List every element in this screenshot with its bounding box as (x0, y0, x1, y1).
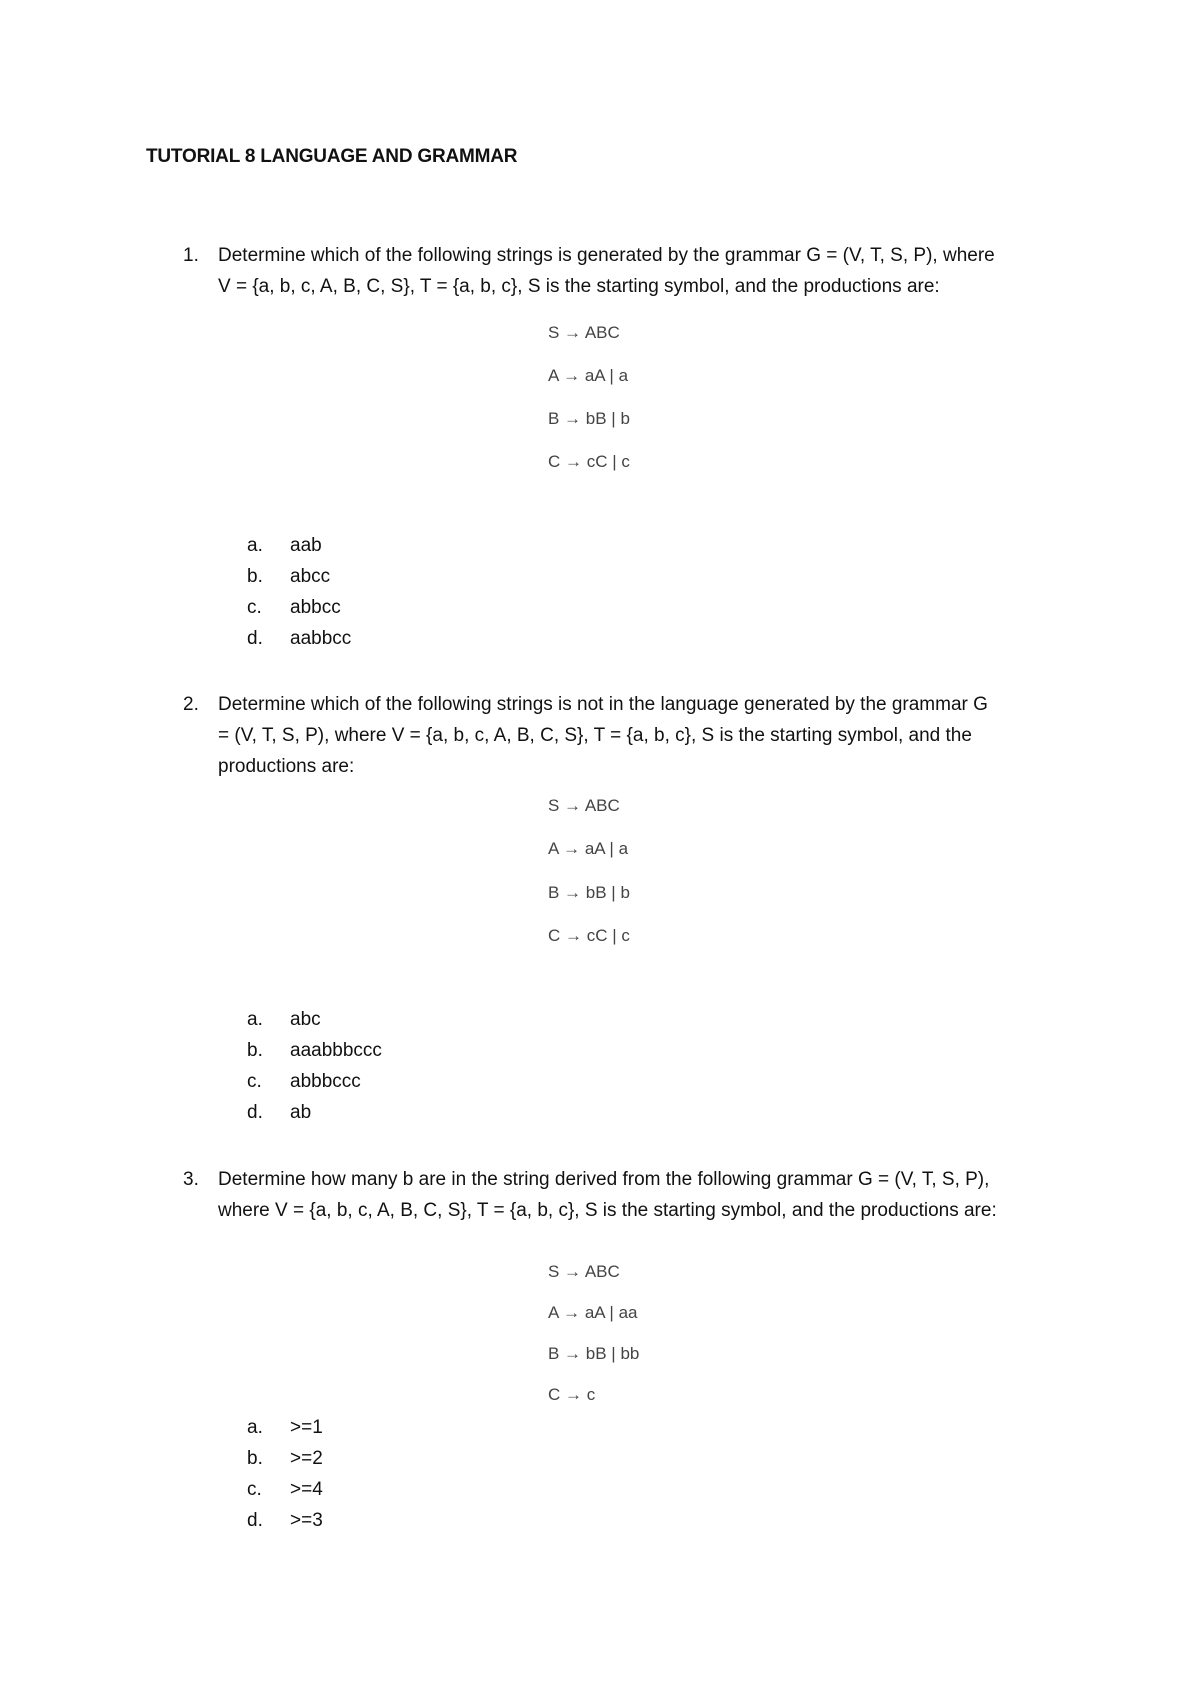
option-text: aaabbbccc (290, 1040, 382, 1061)
option-letter: c. (247, 1071, 262, 1092)
option-letter: b. (247, 1448, 263, 1469)
production-rule: B → bB | b (548, 883, 630, 902)
production-rule: A → aA | a (548, 839, 629, 858)
question-number: 3. (183, 1169, 199, 1190)
option-letter: a. (247, 1009, 263, 1030)
option-text: >=3 (290, 1510, 323, 1531)
option-text: abbcc (290, 597, 341, 618)
question-number: 1. (183, 245, 199, 266)
option-text: abcc (290, 566, 331, 587)
production-rule: B → bB | bb (548, 1344, 640, 1363)
question-text-line: Determine which of the following strings is not in the language generated by the grammar G (218, 694, 988, 715)
question-text-line: productions are: (218, 756, 355, 777)
option-letter: c. (247, 1479, 262, 1500)
option-letter: b. (247, 1040, 263, 1061)
option-letter: a. (247, 1417, 263, 1438)
question-text-line: Determine which of the following strings is generated by the grammar G = (V, T, S, P), where (218, 245, 995, 266)
option-letter: d. (247, 1102, 263, 1123)
option-text: >=1 (290, 1417, 323, 1438)
question-text-line: = (V, T, S, P), where V = {a, b, c, A, B, C, S}, T = {a, b, c}, S is the starting symbol, and the (218, 725, 972, 746)
option-text: aabbcc (290, 628, 352, 649)
production-rule: S → ABC (548, 796, 620, 815)
production-rule: S → ABC (548, 1262, 620, 1281)
production-rule: S → ABC (548, 323, 620, 342)
option-text: >=4 (290, 1479, 323, 1500)
production-rule: C → cC | c (548, 452, 630, 471)
option-text: abbbccc (290, 1071, 361, 1092)
production-rule: B → bB | b (548, 409, 630, 428)
option-letter: d. (247, 1510, 263, 1531)
option-letter: a. (247, 535, 263, 556)
option-letter: c. (247, 597, 262, 618)
production-rule: A → aA | a (548, 366, 629, 385)
option-text: ab (290, 1102, 312, 1123)
question-text-line: V = {a, b, c, A, B, C, S}, T = {a, b, c}, S is the starting symbol, and the productions are: (218, 276, 940, 297)
production-rule: C → c (548, 1385, 596, 1404)
option-text: abc (290, 1009, 321, 1030)
option-text: aab (290, 535, 322, 556)
option-letter: b. (247, 566, 263, 587)
question-number: 2. (183, 694, 199, 715)
production-rule: A → aA | aa (548, 1303, 638, 1322)
production-rule: C → cC | c (548, 926, 630, 945)
page-title: TUTORIAL 8 LANGUAGE AND GRAMMAR (146, 146, 518, 167)
option-text: >=2 (290, 1448, 323, 1469)
question-text-line: where V = {a, b, c, A, B, C, S}, T = {a, b, c}, S is the starting symbol, and the productions are: (218, 1200, 997, 1221)
option-letter: d. (247, 628, 263, 649)
question-text-line: Determine how many b are in the string derived from the following grammar G = (V, T, S, P), (218, 1169, 990, 1190)
